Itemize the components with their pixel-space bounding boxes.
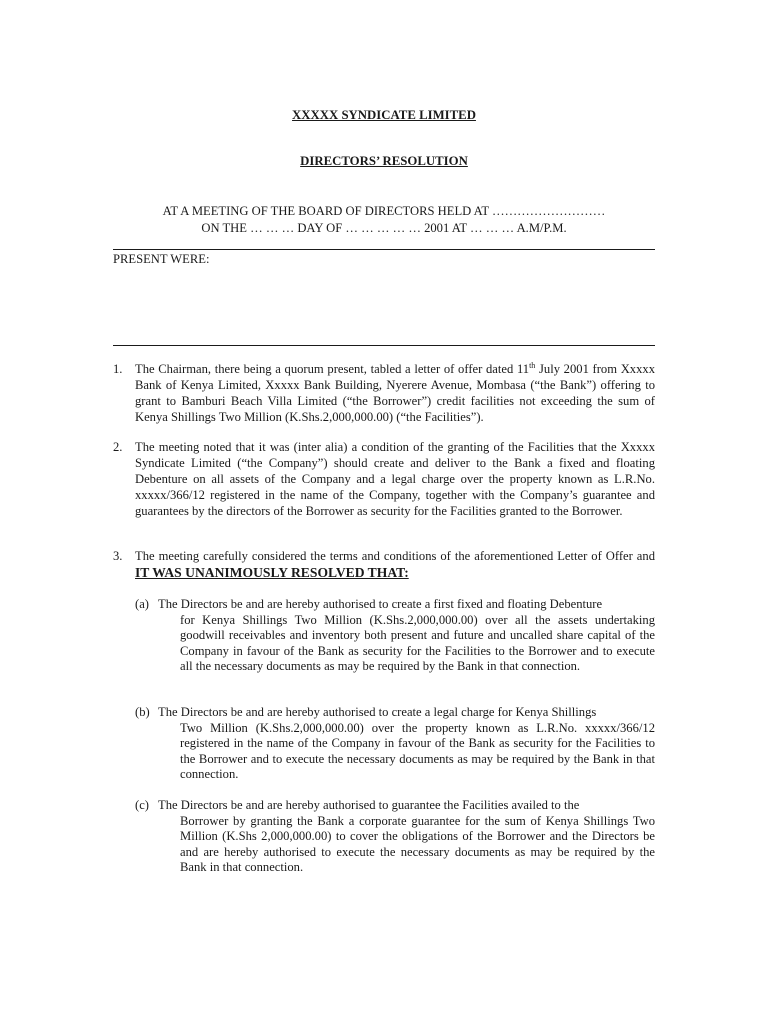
sub-item-text: Two Million (K.Shs.2,000,000.00) over the property known as L.R.No. xxxxx/366/12 registered in the name of the Company in favour of the Bank as security for the Facilities to the Borrower and to execute the necessary documents as may be required by the Bank in that connection. — [180, 720, 655, 782]
divider-top — [113, 249, 655, 250]
item-text-part: July 2001 from Xxxxx Bank of Kenya Limited, Xxxxx Bank Building, Nyerere Avenue, Mombasa (“the Bank”) offering to grant to Bamburi Beach Villa Limited (“the Borrower”) credit facilities not exceeding the sum of Kenya Shillings Two Million (K.Shs.2,000,000.00) (“the Facilities”). — [135, 362, 655, 424]
item-text: The meeting noted that it was (inter alia) a condition of the granting of the Facilities that the Xxxxx Syndicate Limited (“the Company”) should create and deliver to the Bank a fixed and floating Debenture on all assets of the Company and a legal charge over the property known as L.R.No. xxxxx/366/12 registered in the name of the Company, together with the Company’s guarantee and guarantees by the directors of the Borrower as security for the Facilities granted to the Borrower. — [135, 440, 655, 518]
present-label: PRESENT WERE: — [113, 252, 210, 266]
list-item — [113, 362, 655, 426]
item-number: 1. — [113, 362, 123, 376]
sub-item-text: Borrower by granting the Bank a corporate guarantee for the sum of Kenya Shillings Two Million (K.Shs 2,000,000.00) to cover the obligations of the Borrower and the Directors be and are hereby authorised to execute the necessary documents as may be required by the Bank in that connection. — [180, 813, 655, 875]
sub-item-label: (a) — [135, 597, 149, 611]
list-item — [113, 440, 655, 520]
item-number: 3. — [113, 549, 123, 563]
sub-item — [135, 798, 655, 876]
company-title: XXXXX SYNDICATE LIMITED — [292, 108, 476, 122]
sub-item — [135, 705, 655, 783]
sub-item-first-line: The Directors be and are hereby authorised to guarantee the Facilities availed to the — [158, 798, 580, 812]
item-text — [135, 549, 655, 582]
meeting-line-2: ON THE … … … DAY OF … … … … … 2001 AT … … … A.M/P.M. — [201, 221, 567, 235]
sub-item-first-line: The Directors be and are hereby authorised to create a first fixed and floating Debenture — [158, 597, 603, 611]
sub-item-label: (c) — [135, 798, 149, 812]
item-number: 2. — [113, 440, 123, 454]
sub-item-text: for Kenya Shillings Two Million (K.Shs.2,000,000.00) over all the assets undertaking goodwill receivables and inventory both present and future and uncalled share capital of the Company in favour of the Bank as security for the Facilities to the Borrower and to execute all the necessary documents as may be required by the Bank in that connection. — [180, 612, 655, 674]
item-text — [135, 362, 655, 426]
item-text-part: The Chairman, there being a quorum present, tabled a letter of offer dated 11 — [135, 362, 530, 376]
list-item — [113, 549, 655, 582]
sub-item-label: (b) — [135, 705, 150, 719]
divider-bottom — [113, 345, 655, 346]
superscript: th — [529, 361, 536, 370]
resolution-title: DIRECTORS’ RESOLUTION — [300, 154, 468, 168]
sub-item-first-line: The Directors be and are hereby authorised to create a legal charge for Kenya Shillings — [158, 705, 597, 719]
item-text-part: The meeting carefully considered the terms and conditions of the aforementioned Letter of Offer and — [135, 549, 655, 563]
meeting-line-1: AT A MEETING OF THE BOARD OF DIRECTORS HELD AT ……………………… — [162, 204, 606, 218]
resolved-heading: IT WAS UNANIMOUSLY RESOLVED THAT: — [135, 564, 409, 580]
sub-item — [135, 597, 655, 675]
